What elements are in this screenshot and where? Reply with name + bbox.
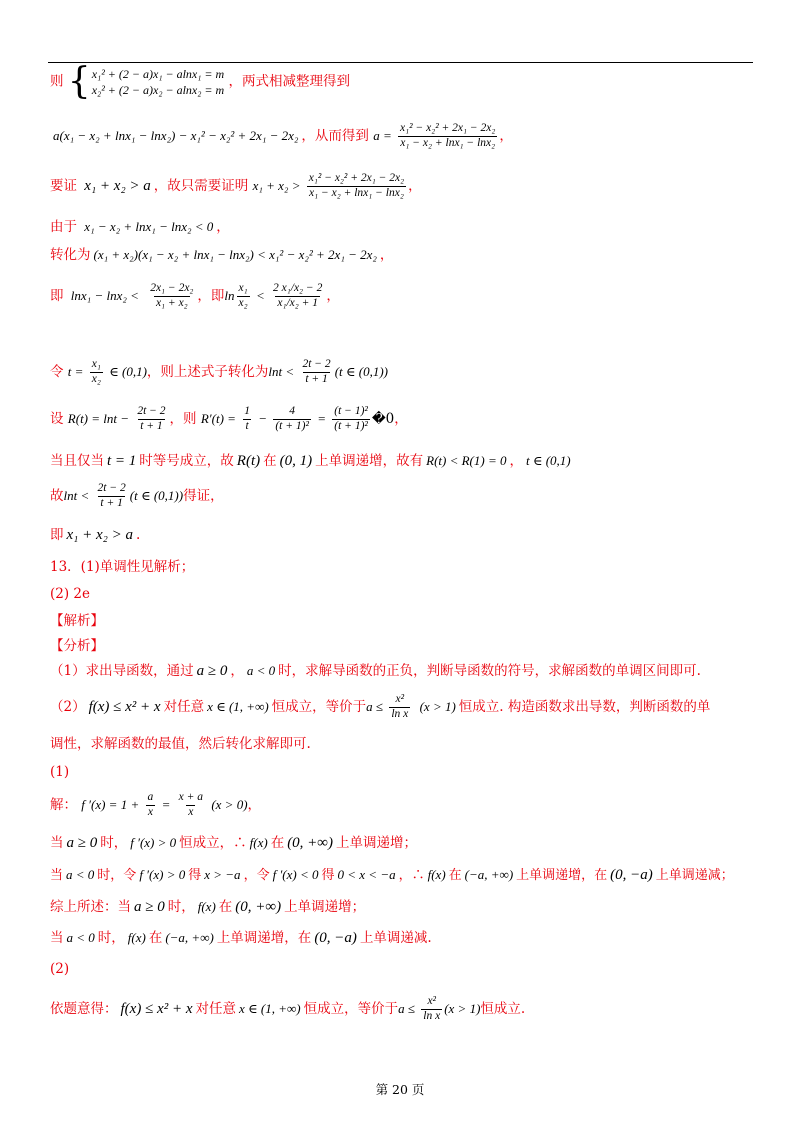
text: （2）	[50, 698, 86, 715]
text: ，	[408, 177, 422, 194]
fraction	[148, 282, 195, 311]
line-3	[50, 172, 422, 201]
text: ，故只需要证明	[153, 177, 249, 194]
line-9	[50, 452, 574, 471]
case-a-nonneg	[50, 834, 417, 853]
text: 设	[50, 410, 64, 427]
numerator: 2 x₁/x₂ − 2	[273, 282, 323, 294]
denominator: t + 1	[140, 419, 163, 432]
text: 综上所述：当	[50, 898, 131, 915]
math: lnt <	[268, 363, 295, 379]
text: 13．(1)单调性见解析；	[50, 559, 195, 575]
fraction	[96, 482, 128, 511]
math: (x > 1)	[444, 1000, 481, 1016]
math: a < 0	[66, 867, 95, 883]
text: 得证，	[183, 487, 224, 504]
text: ，∴	[398, 867, 425, 883]
line-11	[50, 526, 140, 545]
text: 恒成立，等价于	[271, 698, 367, 715]
system-eq-1: x₁² + (2 − a)x₁ − alnx₁ = m	[91, 67, 225, 81]
page-number: 第 20 页	[375, 1082, 425, 1097]
line-8	[50, 405, 408, 434]
line-2	[50, 122, 513, 151]
text: 在	[148, 929, 163, 946]
math: (x > 0)	[211, 796, 248, 812]
math: x₁ + x₂ >	[252, 177, 301, 193]
math: R′(t) =	[200, 410, 236, 426]
text: 上单调递增，故有	[315, 452, 424, 469]
math: f ′(x) > 0	[139, 867, 186, 883]
text: （1）求出导函数，通过	[50, 662, 194, 679]
math: f ′(x) > 0	[130, 835, 177, 851]
answer-13-1	[50, 559, 194, 576]
denominator: t + 1	[100, 496, 123, 509]
math: t = 1	[107, 453, 137, 469]
part-1-label	[50, 764, 69, 781]
math: f(x)	[427, 867, 446, 883]
text: ，两式相减整理得到	[228, 73, 350, 90]
math: x ∈ (1, +∞)	[238, 1001, 301, 1017]
math: (0, 1)	[279, 453, 313, 469]
denominator: x	[188, 805, 194, 818]
text: ，	[499, 127, 513, 144]
text: 时，	[167, 898, 195, 915]
fraction	[389, 693, 410, 722]
fraction	[421, 995, 442, 1024]
text: 上单调递增；	[284, 898, 366, 915]
math: R(t) = lnt −	[67, 410, 130, 426]
fraction	[242, 405, 252, 434]
denominator: ln x	[423, 1009, 441, 1022]
math: a ≥ 0	[134, 899, 165, 915]
math: ∈ (0,1)	[109, 363, 147, 379]
denominator: x₁ − x₂ + lnx₁ − lnx₂	[309, 186, 404, 199]
math: f(x) ≤ x² + x	[120, 1000, 193, 1017]
line-5	[50, 247, 393, 264]
numerator: x₁² − x₂² + 2x₁ − 2x₂	[308, 172, 405, 184]
numerator: 2t − 2	[302, 358, 331, 370]
text: 转化为	[50, 247, 91, 263]
math: f(x) ≤ x² + x	[88, 698, 161, 715]
text: 【分析】	[50, 638, 104, 654]
math: (0, +∞)	[287, 835, 333, 851]
math: (0, +∞)	[235, 899, 282, 915]
text: 【解析】	[50, 613, 104, 629]
math: f(x)	[197, 899, 216, 915]
math: (t ∈ (0,1))	[334, 363, 388, 379]
numerator: x²	[395, 693, 405, 705]
fraction	[237, 282, 250, 311]
fraction	[177, 791, 205, 820]
math: a ≥ 0	[66, 835, 98, 851]
text: ，则	[169, 410, 197, 427]
line-6	[50, 282, 340, 311]
text: 上单调递减；	[655, 867, 734, 883]
text: 当	[50, 834, 64, 851]
numerator: 2x₁ − 2x₂	[150, 282, 194, 294]
denominator: x₁ + x₂	[155, 296, 188, 309]
text: 在	[270, 834, 285, 851]
math: −	[258, 410, 268, 426]
text: 调性，求解函数的最值，然后转化求解即可.	[50, 736, 311, 752]
analysis-1	[50, 662, 701, 681]
fraction	[398, 122, 497, 151]
math: a ≤	[366, 698, 384, 714]
denominator: t	[245, 419, 249, 432]
text: 当	[50, 929, 64, 946]
text: 则	[50, 73, 64, 90]
numerator: 4	[289, 405, 295, 417]
math: <	[255, 287, 265, 303]
text: 上单调递减.	[359, 929, 432, 946]
text: 得	[321, 867, 335, 883]
denominator: x₁/x₂ + 1	[277, 296, 319, 309]
header-rule	[48, 62, 753, 63]
brace: {	[67, 60, 91, 102]
math: a ≥ 0	[196, 663, 228, 679]
denominator: x₂	[238, 296, 248, 309]
math: (0, −a)	[610, 867, 653, 883]
math: a ≤	[398, 1000, 415, 1016]
text: ，	[379, 247, 394, 263]
math: (−a, +∞)	[165, 930, 214, 946]
text: ，	[216, 219, 230, 235]
math: R(t)	[236, 453, 261, 469]
math: (t ∈ (0,1))	[129, 487, 184, 503]
text: 时，求解导函数的正负，判断导函数的符号，求解函数的单调区间即可.	[278, 662, 701, 679]
text: ，	[247, 796, 262, 813]
text: 恒成立，∴	[179, 834, 247, 851]
equation-system	[67, 60, 225, 102]
numerator: x + a	[178, 791, 204, 803]
numerator: (t − 1)²	[334, 405, 368, 417]
text: ，	[230, 662, 244, 679]
text: 由于	[50, 219, 77, 235]
numerator: a	[147, 791, 154, 803]
text: ，即	[197, 287, 225, 304]
numerator: 2t − 2	[137, 405, 166, 417]
math: R(t) < R(1) = 0	[426, 453, 507, 469]
math: x₁ − x₂ + lnx₁ − lnx₂ < 0	[84, 219, 214, 235]
line-system	[50, 60, 350, 102]
math: a < 0	[66, 930, 95, 946]
fraction	[90, 358, 103, 387]
text: 在	[263, 452, 277, 469]
fraction	[135, 405, 167, 434]
math: (−a, +∞)	[464, 867, 514, 883]
text: 得	[188, 867, 202, 883]
text: 在	[448, 867, 462, 883]
numerator: x²	[427, 995, 437, 1007]
text: ，	[394, 410, 408, 427]
fraction	[332, 405, 370, 434]
math: t ∈ (0,1)	[525, 453, 571, 469]
text: 对任意	[163, 698, 205, 715]
text: ，则上述式子转化为	[146, 363, 269, 380]
text: 上单调递增，在	[516, 867, 608, 883]
case-a-neg	[50, 866, 734, 885]
math: lnt <	[63, 487, 90, 503]
section-fenxi	[50, 638, 104, 655]
math: ln	[224, 287, 235, 303]
math: t =	[67, 363, 84, 379]
math: x ∈ (1, +∞)	[207, 699, 269, 715]
denominator: x	[147, 805, 153, 818]
answer-13-2	[50, 586, 90, 603]
numerator: x₁² − x₂² + 2x₁ − 2x₂	[400, 122, 496, 134]
math: f ′(x) < 0	[272, 867, 319, 883]
fraction	[271, 282, 324, 311]
analysis-2	[50, 693, 710, 722]
fraction	[146, 791, 156, 820]
math: (0, −a)	[314, 930, 357, 946]
text: 上单调递增，在	[216, 929, 312, 946]
numerator: x₁	[238, 282, 248, 294]
text: ，	[509, 452, 523, 469]
text: (2) 2e	[50, 586, 90, 602]
text: 即	[50, 526, 64, 543]
math: f(x)	[127, 930, 146, 946]
denominator: (t + 1)²	[275, 419, 309, 432]
text: 当	[50, 867, 64, 883]
text: 上单调递增；	[336, 834, 417, 851]
text: 即	[50, 287, 64, 304]
summary-2	[50, 929, 432, 948]
text: 恒成立. 构造函数求出导数，判断函数的单	[458, 698, 711, 715]
math: 0 < x < −a	[337, 867, 396, 883]
text: (1)	[50, 764, 70, 780]
math: x₁ + x₂ > a	[84, 177, 151, 194]
math: =	[161, 796, 171, 812]
section-jiexi	[50, 613, 104, 630]
math: f ′(x) = 1 +	[81, 796, 140, 812]
denominator: x₁ − x₂ + lnx₁ − lnx₂	[400, 136, 496, 149]
denominator: ln x	[391, 707, 409, 720]
garbled-glyph: �0	[371, 410, 395, 427]
part-2-statement	[50, 995, 525, 1024]
text: 故	[50, 487, 64, 504]
math: (x₁ + x₂)(x₁ − x₂ + lnx₁ − lnx₂) < x₁² − x₂² + 2x₁ − 2x₂	[93, 247, 377, 263]
math: x > −a	[204, 867, 241, 883]
text: 要证	[50, 177, 77, 194]
math: a < 0	[246, 663, 276, 679]
fraction	[307, 172, 406, 201]
system-eq-2: x₂² + (2 − a)x₂ − alnx₂ = m	[91, 83, 225, 98]
line-4	[50, 219, 230, 236]
math: lnx₁ − lnx₂ <	[70, 288, 139, 304]
text: 当且仅当	[50, 452, 104, 469]
math: (x > 1)	[419, 699, 456, 715]
denominator: x₂	[91, 372, 101, 385]
math: =	[317, 410, 326, 426]
text: 解：	[50, 796, 77, 813]
text: 依题意得：	[50, 1000, 118, 1017]
text: (2)	[50, 961, 70, 977]
text: ，从而得到	[301, 127, 369, 144]
line-10	[50, 482, 224, 511]
text: 在	[218, 898, 233, 915]
text: ，令	[243, 867, 270, 883]
text: 令	[50, 363, 64, 380]
denominator: (t + 1)²	[334, 419, 368, 432]
text: .	[136, 526, 141, 543]
text: 恒成立，等价于	[303, 1000, 399, 1017]
part-2-label	[50, 961, 69, 978]
numerator: x₁	[91, 358, 101, 370]
text: 时，	[97, 929, 125, 946]
line-7	[50, 358, 388, 387]
text: 对任意	[195, 1000, 236, 1017]
text: 恒成立.	[480, 1000, 526, 1017]
analysis-2-cont	[50, 736, 311, 753]
fraction	[300, 358, 332, 387]
text: 时等号成立，故	[139, 452, 234, 469]
math: f(x)	[249, 835, 268, 851]
text: 时，	[100, 834, 128, 851]
numerator: 2t − 2	[97, 482, 126, 494]
math: x₁ + x₂ > a	[66, 527, 133, 543]
fraction	[273, 405, 311, 434]
numerator: 1	[244, 405, 250, 417]
denominator: t + 1	[305, 372, 328, 385]
solution-derivative	[50, 791, 261, 820]
math: a(x₁ − x₂ + lnx₁ − lnx₂) − x₁² − x₂² + 2x₁ − 2x₂	[53, 128, 299, 144]
text: 时，令	[97, 867, 137, 883]
math: a =	[373, 127, 392, 143]
summary-1	[50, 898, 365, 917]
text: ，	[326, 287, 340, 304]
